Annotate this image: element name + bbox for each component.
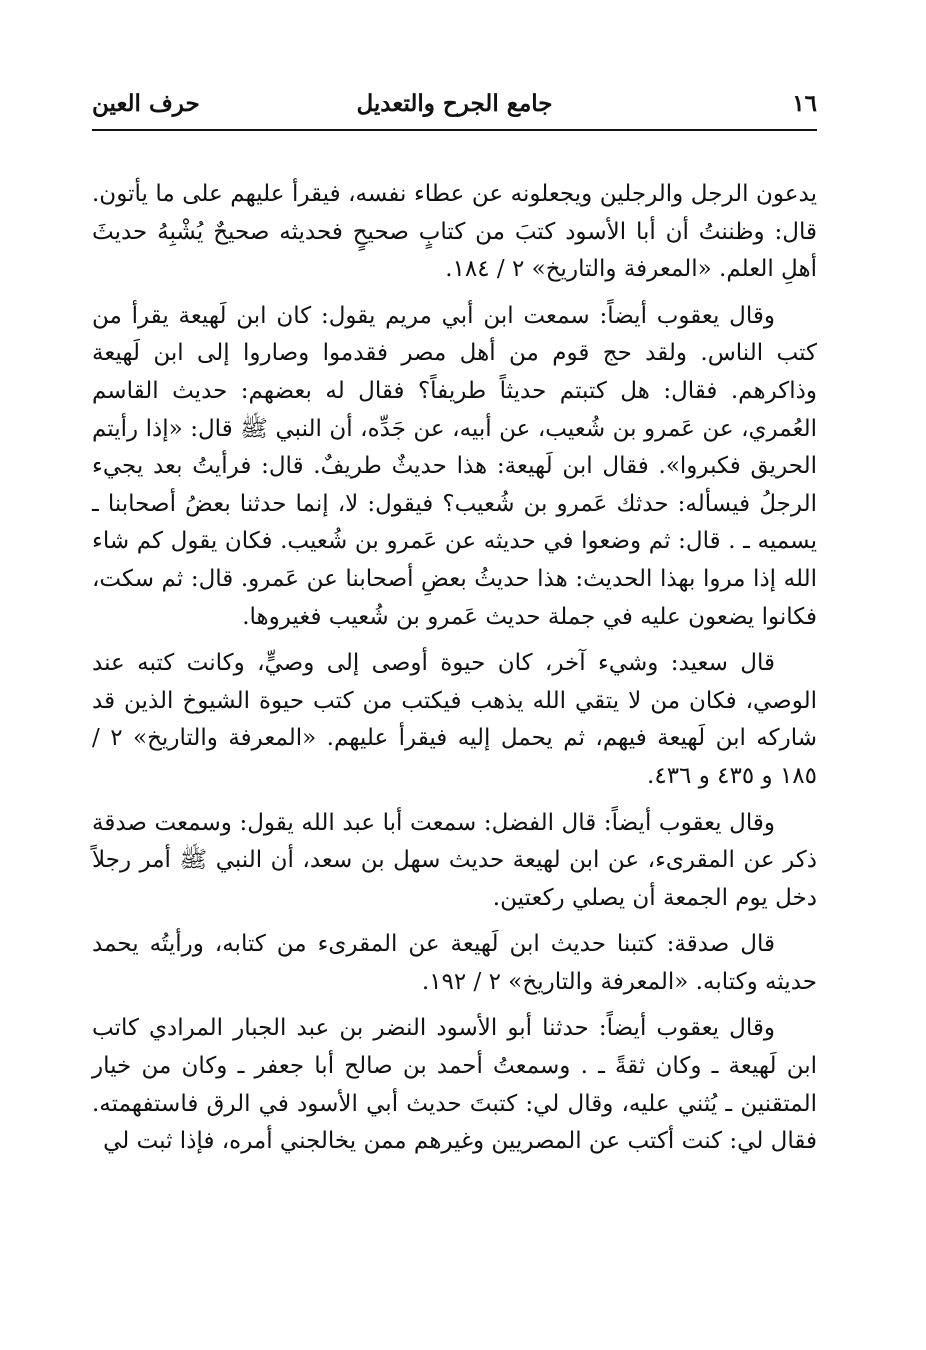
header-divider <box>92 129 817 131</box>
running-title: جامع الجرح والتعديل <box>356 90 553 117</box>
paragraph: وقال يعقوب أيضاً: سمعت ابن أبي مريم يقول: كان ابن لَهيعة يقرأ من كتب الناس. ولقد حج قوم من أهل مصر فقدموا وصاروا إلى ابن لَهيعة وذاكرهم. فقال: هل كتبتم حديثاً طريفاً؟ فقال له بعضهم: حديث القاسم العُمري، عن عَمرو بن شُعيب، عن أبيه، عن جَدِّه، أن النبي ﷺ قال: «إذا رأيتم الحريق فكبروا». فقال ابن لَهيعة: هذا حديثٌ طريفٌ. قال: فرأيتُ بعد يجيء الرجلُ فيسأله: حدثك عَمرو بن شُعيب؟ فيقول: لا، إنما حدثنا بعضُ أصحابنا ـ يسميه ـ . قال: ثم وضعوا في حديثه عن عَمرو بن شُعيب. فكان يقول كم شاء الله إذا مروا بهذا الحديث: هذا حديثُ بعضِ أصحابنا عن عَمرو. قال: ثم سكت، فكانوا يضعون عليه في جملة حديث عَمرو بن شُعيب فغيروها. <box>92 302 817 630</box>
paragraph: قال سعيد: وشيء آخر، كان حيوة أوصى إلى وصيٍّ، وكانت كتبه عند الوصي، فكان من لا يتقي الله يذهب فيكتب من كتب حيوة الشيوخ الذين قد شاركه ابن لَهيعة فيهم، ثم يحمل إليه فيقرأ عليهم. «المعرفة والتاريخ» ٢ / ١٨٥ و ٤٣٥ و ٤٣٦. <box>92 650 817 789</box>
page-number: ١٦ <box>792 90 817 117</box>
paragraph: وقال يعقوب أيضاً: قال الفضل: سمعت أبا عبد الله يقول: وسمعت صدقة ذكر عن المقرىء، عن ابن لهيعة حديث سهل بن سعد، أن النبي ﷺ أمر رجلاً دخل يوم الجمعة أن يصلي ركعتين. <box>92 809 817 911</box>
paragraph-continuation: يدعون الرجل والرجلين ويجعلونه عن عطاء نفسه، فيقرأ عليهم على ما يأتون. قال: وظننتُ أن أبا الأسود كتبَ من كتابٍ صحيحٍ فحديثه صحيحٌ يُشْبِهُ حديثَ أهلِ العلم. «المعرفة والتاريخ» ٢ / ١٨٤. <box>92 181 817 283</box>
page-header <box>92 88 817 128</box>
page-body <box>92 176 817 1170</box>
section-title: حرف العين <box>92 90 200 117</box>
paragraph: وقال يعقوب أيضاً: حدثنا أبو الأسود النضر بن عبد الجبار المرادي كاتب ابن لَهيعة ـ وكان ثقةً ـ . وسمعتُ أحمد بن صالح أبا جعفر ـ وكان من خيار المتقنين ـ يُثني عليه، وقال لي: كتبتَ حديث أبي الأسود في الرق فاستفهمته. فقال لي: كنت أكتب عن المصريين وغيرهم ممن يخالجني أمره، فإذا ثبت لي <box>92 1015 817 1155</box>
paragraph: قال صدقة: كتبنا حديث ابن لَهيعة عن المقرىء من كتابه، ورأيتُه يحمد حديثه وكتابه. «المعرفة والتاريخ» ٢ / ١٩٢. <box>92 931 817 995</box>
